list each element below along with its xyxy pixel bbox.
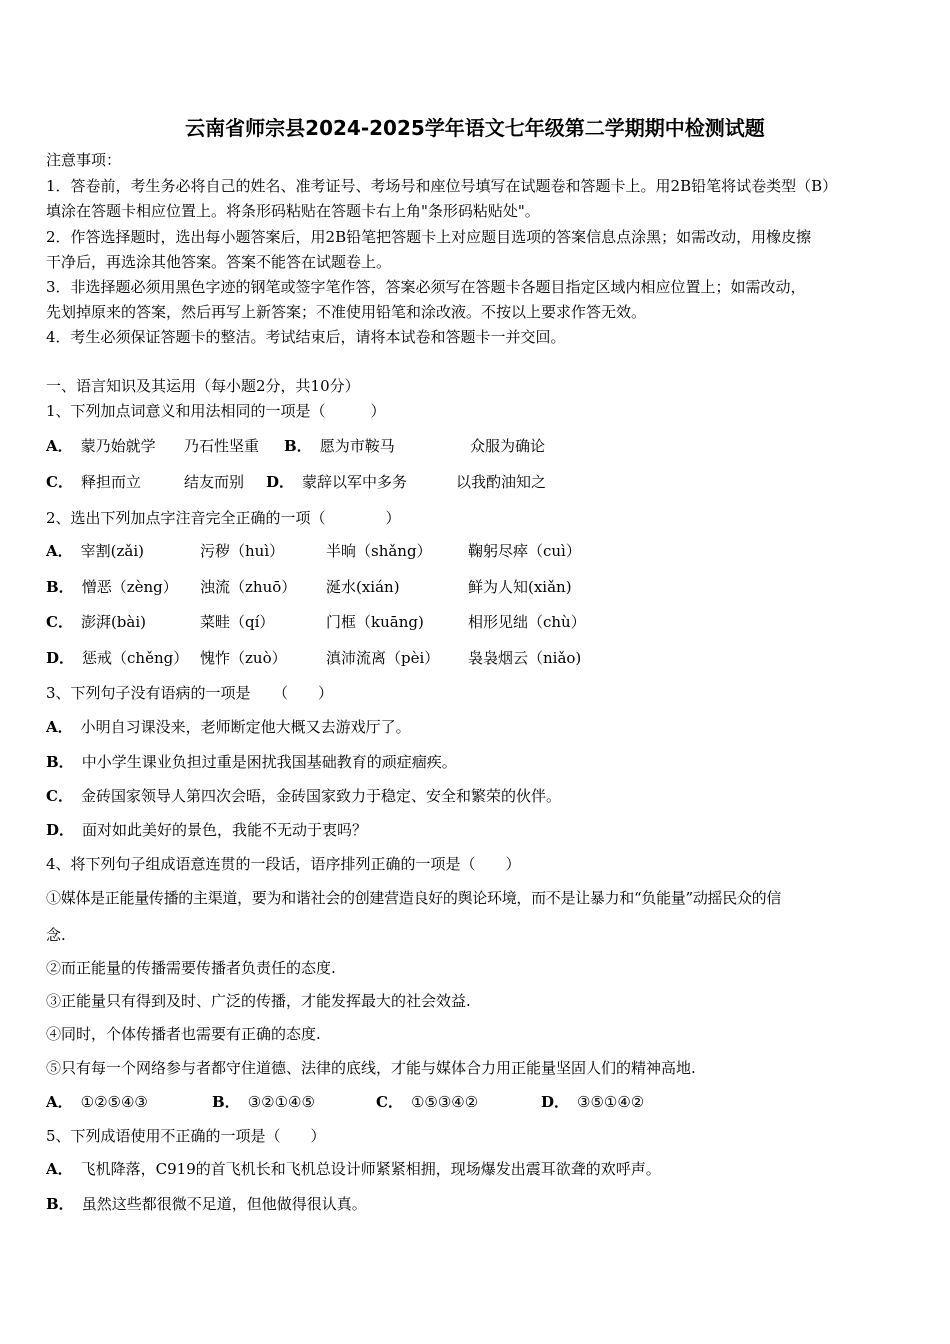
q4-option-a-label: A． bbox=[46, 1093, 73, 1111]
q4-option-a-text: ①②⑤④③ bbox=[80, 1093, 148, 1111]
q4-sentence-3: ③正能量只有得到及时、广泛的传播，才能发挥最大的社会效益. bbox=[46, 992, 471, 1010]
q4-sentence-1-line-2: 念. bbox=[46, 926, 66, 944]
page-title: 云南省师宗县2024-2025学年语文七年级第二学期期中检测试题 bbox=[185, 116, 765, 140]
q3-option-d-label: D． bbox=[46, 821, 75, 839]
q4-stem: 4、将下列句子组成语意连贯的一段话，语序排列正确的一项是（ ） bbox=[46, 855, 521, 873]
q4-option-d-text: ③⑤①④② bbox=[577, 1093, 645, 1111]
q2-option-d-item-4: 袅袅烟云（niǎo) bbox=[468, 649, 582, 667]
q2-option-a-item-4: 鞠躬尽瘁（cuì） bbox=[468, 542, 581, 560]
q4-option-d-label: D． bbox=[541, 1093, 570, 1111]
q4-option-d bbox=[541, 1092, 644, 1112]
notice-item-1-line-1: 1．答卷前，考生务必将自己的姓名、准考证号、考场号和座位号填写在试题卷和答题卡上。用2B铅笔将试卷类型（B） bbox=[46, 177, 838, 195]
q2-option-c-item-2: 菜畦（qí） bbox=[200, 613, 275, 631]
q4-option-a bbox=[46, 1092, 148, 1112]
q1-option-c-part-2: 结友而别 bbox=[184, 473, 245, 491]
q3-option-a-text: 小明自习课没来，老师断定他大概又去游戏厅了。 bbox=[80, 718, 411, 736]
q3-option-a bbox=[46, 717, 411, 737]
q4-option-b-label: B． bbox=[212, 1093, 240, 1111]
q4-sentence-2: ②而正能量的传播需要传播者负责任的态度. bbox=[46, 959, 336, 977]
q5-option-a-label: A． bbox=[46, 1160, 73, 1178]
q2-option-b-item-3: 涎水(xián) bbox=[326, 578, 400, 596]
q4-option-c bbox=[376, 1092, 478, 1112]
notice-item-2-line-2: 干净后，再选涂其他答案。答案不能答在试题卷上。 bbox=[46, 253, 392, 271]
q3-option-c-label: C． bbox=[46, 787, 73, 805]
q5-option-a bbox=[46, 1159, 661, 1179]
q3-option-b bbox=[46, 752, 457, 772]
q2-option-c-item-1: 澎湃(bài) bbox=[80, 613, 146, 631]
notice-item-2-line-1: 2．作答选择题时，选出每小题答案后，用2B铅笔把答题卡上对应题目选项的答案信息点涂黑；如需改动，用橡皮擦 bbox=[46, 228, 812, 246]
q1-option-b-label: B． bbox=[284, 437, 312, 455]
q2-option-b-label: B． bbox=[46, 578, 74, 596]
q3-option-d-text: 面对如此美好的景色，我能不无动于衷吗？ bbox=[82, 821, 368, 839]
q5-option-b bbox=[46, 1194, 367, 1214]
section-heading: 一、语言知识及其运用（每小题2分，共10分） bbox=[46, 377, 360, 395]
q2-option-b-item-4: 鲜为人知(xiǎn) bbox=[468, 578, 572, 596]
q1-option-a bbox=[46, 436, 156, 456]
q3-stem: 3、下列句子没有语病的一项是 （ ） bbox=[46, 684, 334, 702]
q4-sentence-4: ④同时，个体传播者也需要有正确的态度. bbox=[46, 1025, 321, 1043]
q2-option-a-item-1: 宰割(zǎi) bbox=[80, 542, 144, 560]
q2-option-b-item-1: 憎恶（zèng） bbox=[81, 578, 178, 596]
q3-option-b-label: B． bbox=[46, 753, 74, 771]
q1-option-a-label: A． bbox=[46, 437, 73, 455]
notice-item-4: 4．考生必须保证答题卡的整洁。考试结束后，请将本试卷和答题卡一并交回。 bbox=[46, 328, 566, 346]
q1-option-d-part-2: 以我酌油知之 bbox=[456, 473, 547, 491]
q2-option-c-item-4: 相形见绌（chù） bbox=[468, 613, 586, 631]
q4-option-c-text: ①⑤③④② bbox=[410, 1093, 479, 1111]
notice-heading: 注意事项： bbox=[46, 151, 122, 169]
notice-item-3-line-1: 3．非选择题必须用黑色字迹的钢笔或签字笔作答，答案必须写在答题卡各题目指定区域内相应位置上；如需改动， bbox=[46, 278, 806, 296]
q1-option-c-part-1: 释担而立 bbox=[80, 473, 141, 491]
q3-option-b-text: 中小学生课业负担过重是困扰我国基础教育的顽症痼疾。 bbox=[81, 753, 457, 771]
q3-option-c bbox=[46, 786, 561, 806]
q2-option-d-item-2: 愧怍（zuò） bbox=[200, 649, 287, 667]
q1-option-c bbox=[46, 472, 141, 492]
q1-option-d bbox=[266, 472, 407, 492]
q4-option-b bbox=[212, 1092, 315, 1112]
q2-option-a-label: A． bbox=[46, 542, 73, 560]
q1-option-b-part-2: 众服为确论 bbox=[470, 437, 546, 455]
q3-option-d bbox=[46, 820, 367, 840]
q2-option-a-item-3: 半晌（shǎng） bbox=[326, 542, 432, 560]
q4-sentence-1-line-1: ①媒体是正能量传播的主渠道，要为和谐社会的创建营造良好的舆论环境，而不是让暴力和“负能量”动摇民众的信 bbox=[46, 889, 782, 907]
q5-option-a-text: 飞机降落，C919的首飞机长和飞机总设计师紧紧相拥，现场爆发出震耳欲聋的欢呼声。 bbox=[80, 1160, 661, 1178]
q1-stem: 1、下列加点词意义和用法相同的一项是（ ） bbox=[46, 402, 386, 420]
q2-option-d-item-3: 滇沛流离（pèi） bbox=[326, 649, 440, 667]
q1-option-a-part-2: 乃石性坚重 bbox=[184, 437, 260, 455]
q2-stem: 2、选出下列加点字注音完全正确的一项（ ） bbox=[46, 509, 401, 527]
notice-item-3-line-2: 先划掉原来的答案，然后再写上新答案；不准使用铅笔和涂改液。不按以上要求作答无效。 bbox=[46, 303, 647, 321]
q5-option-b-label: B． bbox=[46, 1195, 74, 1213]
q2-option-b-item-2: 浊流（zhuō） bbox=[200, 578, 297, 596]
q5-stem: 5、下列成语使用不正确的一项是（ ） bbox=[46, 1127, 326, 1145]
q2-option-c-label: C． bbox=[46, 613, 73, 631]
q2-option-a bbox=[46, 541, 144, 561]
q1-option-d-part-1: 蒙辞以军中多务 bbox=[302, 473, 408, 491]
q1-option-c-label: C． bbox=[46, 473, 73, 491]
q4-sentence-5: ⑤只有每一个网络参与者都守住道德、法律的底线，才能与媒体合力用正能量坚固人们的精神高地. bbox=[46, 1059, 696, 1077]
q2-option-d-label: D． bbox=[46, 649, 75, 667]
q2-option-b bbox=[46, 577, 178, 597]
q2-option-c bbox=[46, 612, 146, 632]
q4-option-c-label: C． bbox=[376, 1093, 403, 1111]
q2-option-a-item-2: 污秽（huì） bbox=[200, 542, 285, 560]
q3-option-a-label: A． bbox=[46, 718, 73, 736]
q1-option-d-label: D． bbox=[266, 473, 295, 491]
q5-option-b-text: 虽然这些都很微不足道，但他做得很认真。 bbox=[81, 1195, 367, 1213]
q2-option-d bbox=[46, 648, 188, 668]
q3-option-c-text: 金砖国家领导人第四次会晤，金砖国家致力于稳定、安全和繁荣的伙伴。 bbox=[80, 787, 561, 805]
q1-option-b-part-1: 愿为市鞍马 bbox=[319, 437, 395, 455]
notice-item-1-line-2: 填涂在答题卡相应位置上。将条形码粘贴在答题卡右上角"条形码粘贴处"。 bbox=[46, 202, 540, 220]
q2-option-c-item-3: 门框（kuāng) bbox=[326, 613, 424, 631]
q1-option-a-part-1: 蒙乃始就学 bbox=[80, 437, 156, 455]
q2-option-d-item-1: 惩戒（chěng） bbox=[82, 649, 189, 667]
q4-option-b-text: ③②①④⑤ bbox=[247, 1093, 315, 1111]
q1-option-b bbox=[284, 436, 395, 456]
